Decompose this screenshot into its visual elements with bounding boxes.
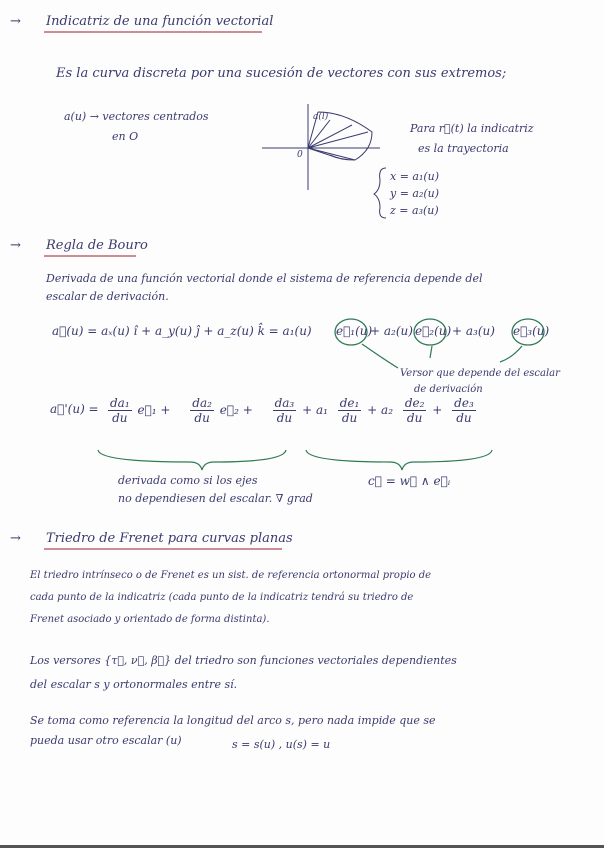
frenet-paragraph-line1: El triedro intrínseco o de Frenet es un sist. de referencia ortonormal propio de bbox=[30, 570, 432, 581]
equation-mid1: + a₂(u) bbox=[370, 324, 413, 338]
section1-intro: Es la curva discreta por una sucesión de vectores con sus extremos; bbox=[56, 66, 507, 81]
cross-product: c⃗ = w⃗ ∧ e⃗ᵢ bbox=[368, 474, 451, 488]
section3-arrow: → bbox=[10, 531, 21, 546]
trajectory-note-2: es la trayectoria bbox=[418, 142, 509, 155]
equation-e1: e⃗₁(u) bbox=[336, 324, 373, 338]
versor-note: Versor que depende del escalar bbox=[400, 368, 560, 379]
derivative-lhs: a⃗'(u) = bbox=[50, 402, 99, 416]
arrow-note-3 bbox=[500, 346, 522, 362]
fraction-da2: $\frac{\text{da₂}}{du}$ bbox=[192, 396, 212, 425]
section2-title: Regla de Bouro bbox=[46, 238, 148, 253]
vector-definition-origin: en O bbox=[112, 130, 139, 143]
fraction-da1: $\frac{\text{da₁}}{du}$ bbox=[110, 396, 130, 425]
param-z: z = a₃(u) bbox=[390, 204, 439, 217]
arc-paragraph-line1: Se toma como referencia la longitud del arco s, pero nada impide que se bbox=[30, 714, 436, 727]
param-y: y = a₂(u) bbox=[390, 187, 440, 200]
arc-paragraph-line2: pueda usar otro escalar (u) bbox=[30, 734, 182, 747]
equation-e3: e⃗₃(u) bbox=[513, 324, 550, 338]
versors-paragraph-line2: del escalar s y ortonormales entre sí. bbox=[30, 678, 238, 691]
section2-desc-line2: escalar de derivación. bbox=[46, 290, 169, 303]
fraction-de2: $\frac{\text{de₂}}{du}$ bbox=[404, 396, 425, 425]
fraction-de1: $\frac{\text{de₁}}{du}$ bbox=[339, 396, 360, 425]
equation-vector-left: a⃗(u) = aₓ(u) î + a_y(u) ĵ + a_z(u) k̂ = a₁(u) bbox=[52, 324, 312, 338]
brace-note-line2: no dependiesen del escalar. ∇ grad bbox=[118, 492, 313, 505]
frenet-paragraph-line3: Frenet asociado y orientado de forma distinta). bbox=[30, 614, 270, 625]
system-brace bbox=[374, 168, 386, 218]
equation-e2: e⃗₂(u) bbox=[415, 324, 452, 338]
section1-title: Indicatriz de una función vectorial bbox=[46, 14, 274, 29]
diagram-vector-label: a(l) bbox=[313, 112, 329, 122]
equation-mid2: + a₃(u) bbox=[452, 324, 495, 338]
brace-left bbox=[98, 450, 286, 470]
fraction-de3: $\frac{\text{de₃}}{du}$ bbox=[454, 396, 474, 425]
vector-definition: a(u) → vectores centrados bbox=[64, 110, 209, 123]
diagram-origin-label: 0 bbox=[297, 150, 303, 160]
arc-formula: s = s(u) , u(s) = u bbox=[232, 738, 331, 751]
section2-desc-line1: Derivada de una función vectorial donde el sistema de referencia depende del bbox=[46, 272, 483, 285]
derivative-terms: $\frac{\text{da₁}}{du}$ e⃗₁ + $\frac{\text{da₂}}{du}$ e⃗₂ + $\frac{\text{da₃}}{du}$ + a₁ $\frac{\text{de₁}}{du}$ + a₂ $\frac{\text{de₂}}{du}$ + $\frac{\text{de₃}}{du}$ bbox=[110, 396, 474, 425]
section3-title: Triedro de Frenet para curvas planas bbox=[46, 531, 293, 546]
param-x: x = a₁(u) bbox=[390, 170, 440, 183]
versors-paragraph-line1: Los versores {τ⃗, ν⃗, β⃗} del triedro son funciones vectoriales dependientes bbox=[30, 654, 457, 667]
arrow-note-1 bbox=[362, 344, 398, 368]
section1-arrow: → bbox=[10, 14, 21, 29]
trajectory-note: Para r⃗(t) la indicatriz bbox=[410, 122, 534, 135]
brace-note-line1: derivada como si los ejes bbox=[118, 474, 258, 487]
brace-right bbox=[306, 450, 492, 470]
versor-note-2: de derivación bbox=[414, 384, 483, 395]
section2-arrow: → bbox=[10, 238, 21, 253]
fraction-da3: $\frac{\text{da₃}}{du}$ bbox=[274, 396, 295, 425]
arrow-note-2 bbox=[430, 346, 432, 358]
frenet-paragraph-line2: cada punto de la indicatriz (cada punto de la indicatriz tendrá su triedro de bbox=[30, 592, 414, 603]
